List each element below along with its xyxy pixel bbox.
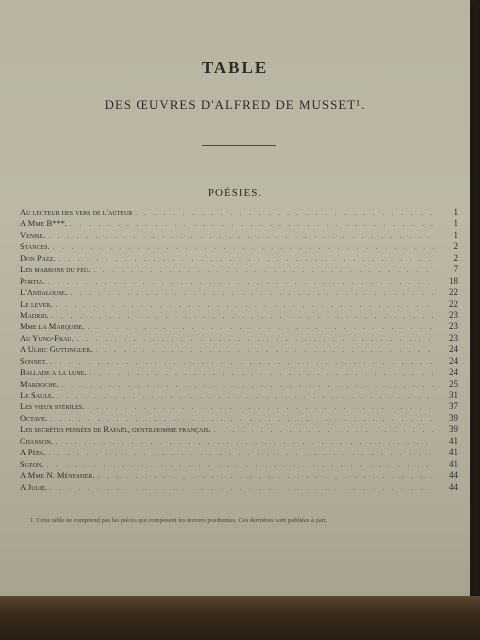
toc-entry <box>20 241 458 252</box>
toc-entry-title: Le Saule. <box>20 390 54 400</box>
toc-entry-title: A Julie. <box>20 481 47 492</box>
dot-leader <box>70 219 436 230</box>
section-heading: POÉSIES. <box>207 187 263 199</box>
toc-entry-title: A Mme N. Ménessier. <box>20 470 95 481</box>
toc-entry-title: Madrid. <box>20 309 49 320</box>
dot-leader <box>98 471 436 482</box>
toc-entry-page: 39 <box>449 424 458 435</box>
toc-entry-title: Les marrons du feu. <box>20 264 91 275</box>
dot-leader <box>47 460 436 471</box>
toc-entry <box>20 299 458 310</box>
toc-entry <box>20 218 458 229</box>
toc-entry-title: Au lecteur des vers de l'auteur <box>20 207 133 217</box>
toc-entry-page: 18 <box>449 275 458 286</box>
toc-entry <box>20 333 458 344</box>
dot-leader <box>53 242 436 253</box>
toc-entry-title: Chanson. <box>20 435 53 446</box>
toc-entry-page: 23 <box>449 309 458 320</box>
toc-entry-title: Ballade a la lune. <box>20 367 87 378</box>
toc-entry-page: 31 <box>449 390 458 400</box>
toc-entry-page: 22 <box>449 287 458 298</box>
toc-entry-page: 7 <box>453 264 458 275</box>
dot-leader <box>50 357 436 368</box>
toc-entry-page: 37 <box>449 401 458 412</box>
toc-entry-title: A Ulric Guttinguer. <box>20 344 93 355</box>
toc-entry-page: 44 <box>449 481 458 492</box>
toc-entry-page: 24 <box>449 355 458 366</box>
table-of-contents <box>20 207 458 493</box>
toc-entry-page: 25 <box>449 378 458 389</box>
toc-entry-title: A Pépa. <box>20 447 46 458</box>
dot-leader <box>90 368 437 379</box>
toc-entry <box>20 276 458 287</box>
toc-entry <box>20 482 458 493</box>
dot-leader <box>48 231 436 242</box>
dot-leader <box>48 277 436 288</box>
toc-entry-page: 23 <box>449 332 458 343</box>
title-divider <box>202 145 276 146</box>
dot-leader <box>50 483 436 494</box>
toc-entry <box>20 447 458 458</box>
toc-entry-page: 1 <box>453 207 458 217</box>
toc-entry <box>20 344 458 355</box>
dot-leader <box>55 300 436 311</box>
dot-leader <box>70 288 436 299</box>
toc-entry-title: Don Paez. <box>20 252 56 263</box>
toc-entry-title: A Mme B***. <box>20 218 68 229</box>
toc-entry <box>20 356 458 367</box>
toc-entry-page: 2 <box>453 252 458 263</box>
toc-entry <box>20 367 458 378</box>
toc-entry <box>20 470 458 481</box>
toc-entry-page: 41 <box>449 447 458 458</box>
toc-entry-title: L'Andalouse. <box>20 287 68 298</box>
page-subtitle: DES ŒUVRES D'ALFRED DE MUSSET¹. <box>104 97 366 112</box>
dot-leader <box>48 448 436 459</box>
toc-entry <box>20 287 458 298</box>
toc-entry-page: 24 <box>449 367 458 378</box>
toc-entry-page: 41 <box>449 458 458 469</box>
toc-entry <box>20 413 458 424</box>
toc-entry-title: Les secrètes pensées de Rafaël, gentilhomme français. <box>20 424 211 435</box>
toc-entry-page: 41 <box>449 435 458 446</box>
toc-entry-title: Suzon. <box>20 458 44 469</box>
toc-entry-title: Octave. <box>20 412 48 423</box>
dot-leader <box>62 380 436 391</box>
toc-entry-page: 22 <box>449 298 458 309</box>
dot-leader <box>56 437 436 448</box>
toc-entry-page: 39 <box>449 412 458 423</box>
toc-entry-page: 44 <box>449 470 458 481</box>
toc-entry <box>20 321 458 332</box>
toc-entry-title: Stances. <box>20 241 50 252</box>
toc-entry <box>20 230 458 241</box>
toc-entry-title: Portia. <box>20 275 45 286</box>
toc-entry-title: Mme la Marquise. <box>20 321 85 332</box>
toc-entry <box>20 390 458 401</box>
toc-entry-title: Mardoche. <box>20 378 59 389</box>
toc-entry-page: 1 <box>453 218 458 229</box>
toc-entry <box>20 436 458 447</box>
book-edge-bottom <box>0 596 480 640</box>
footnote: 1. Cette table ne comprend pas les pièces qui composent les œuvres posthumes. Ces dernières sont publiées à part. <box>30 517 328 524</box>
toc-entry-title: Sonnet. <box>20 355 48 366</box>
toc-entry-title: Venise. <box>20 229 46 240</box>
toc-entry <box>20 424 458 435</box>
toc-entry <box>20 264 458 275</box>
toc-entry-page: 2 <box>453 241 458 252</box>
dot-leader <box>93 265 436 276</box>
toc-entry-title: Le lever. <box>20 298 53 309</box>
toc-entry <box>20 379 458 390</box>
toc-entry-title: Au Yung-Frau. <box>20 332 74 343</box>
toc-entry <box>20 459 458 470</box>
dot-leader <box>87 402 436 413</box>
dot-leader <box>52 311 436 322</box>
toc-entry <box>20 310 458 321</box>
toc-entry-page: 23 <box>449 321 458 332</box>
toc-entry <box>20 401 458 412</box>
toc-entry <box>20 207 458 218</box>
toc-entry-page: 1 <box>453 229 458 240</box>
dot-leader <box>214 425 436 436</box>
dot-leader <box>77 334 436 345</box>
dot-leader <box>135 208 436 219</box>
page-title: TABLE <box>201 58 269 77</box>
toc-entry-title: Les vœux stériles. <box>20 401 85 412</box>
dot-leader <box>58 254 436 265</box>
dot-leader <box>88 322 437 333</box>
toc-entry-page: 24 <box>449 344 458 355</box>
toc-entry <box>20 253 458 264</box>
dot-leader <box>57 391 436 402</box>
dot-leader <box>95 345 436 356</box>
